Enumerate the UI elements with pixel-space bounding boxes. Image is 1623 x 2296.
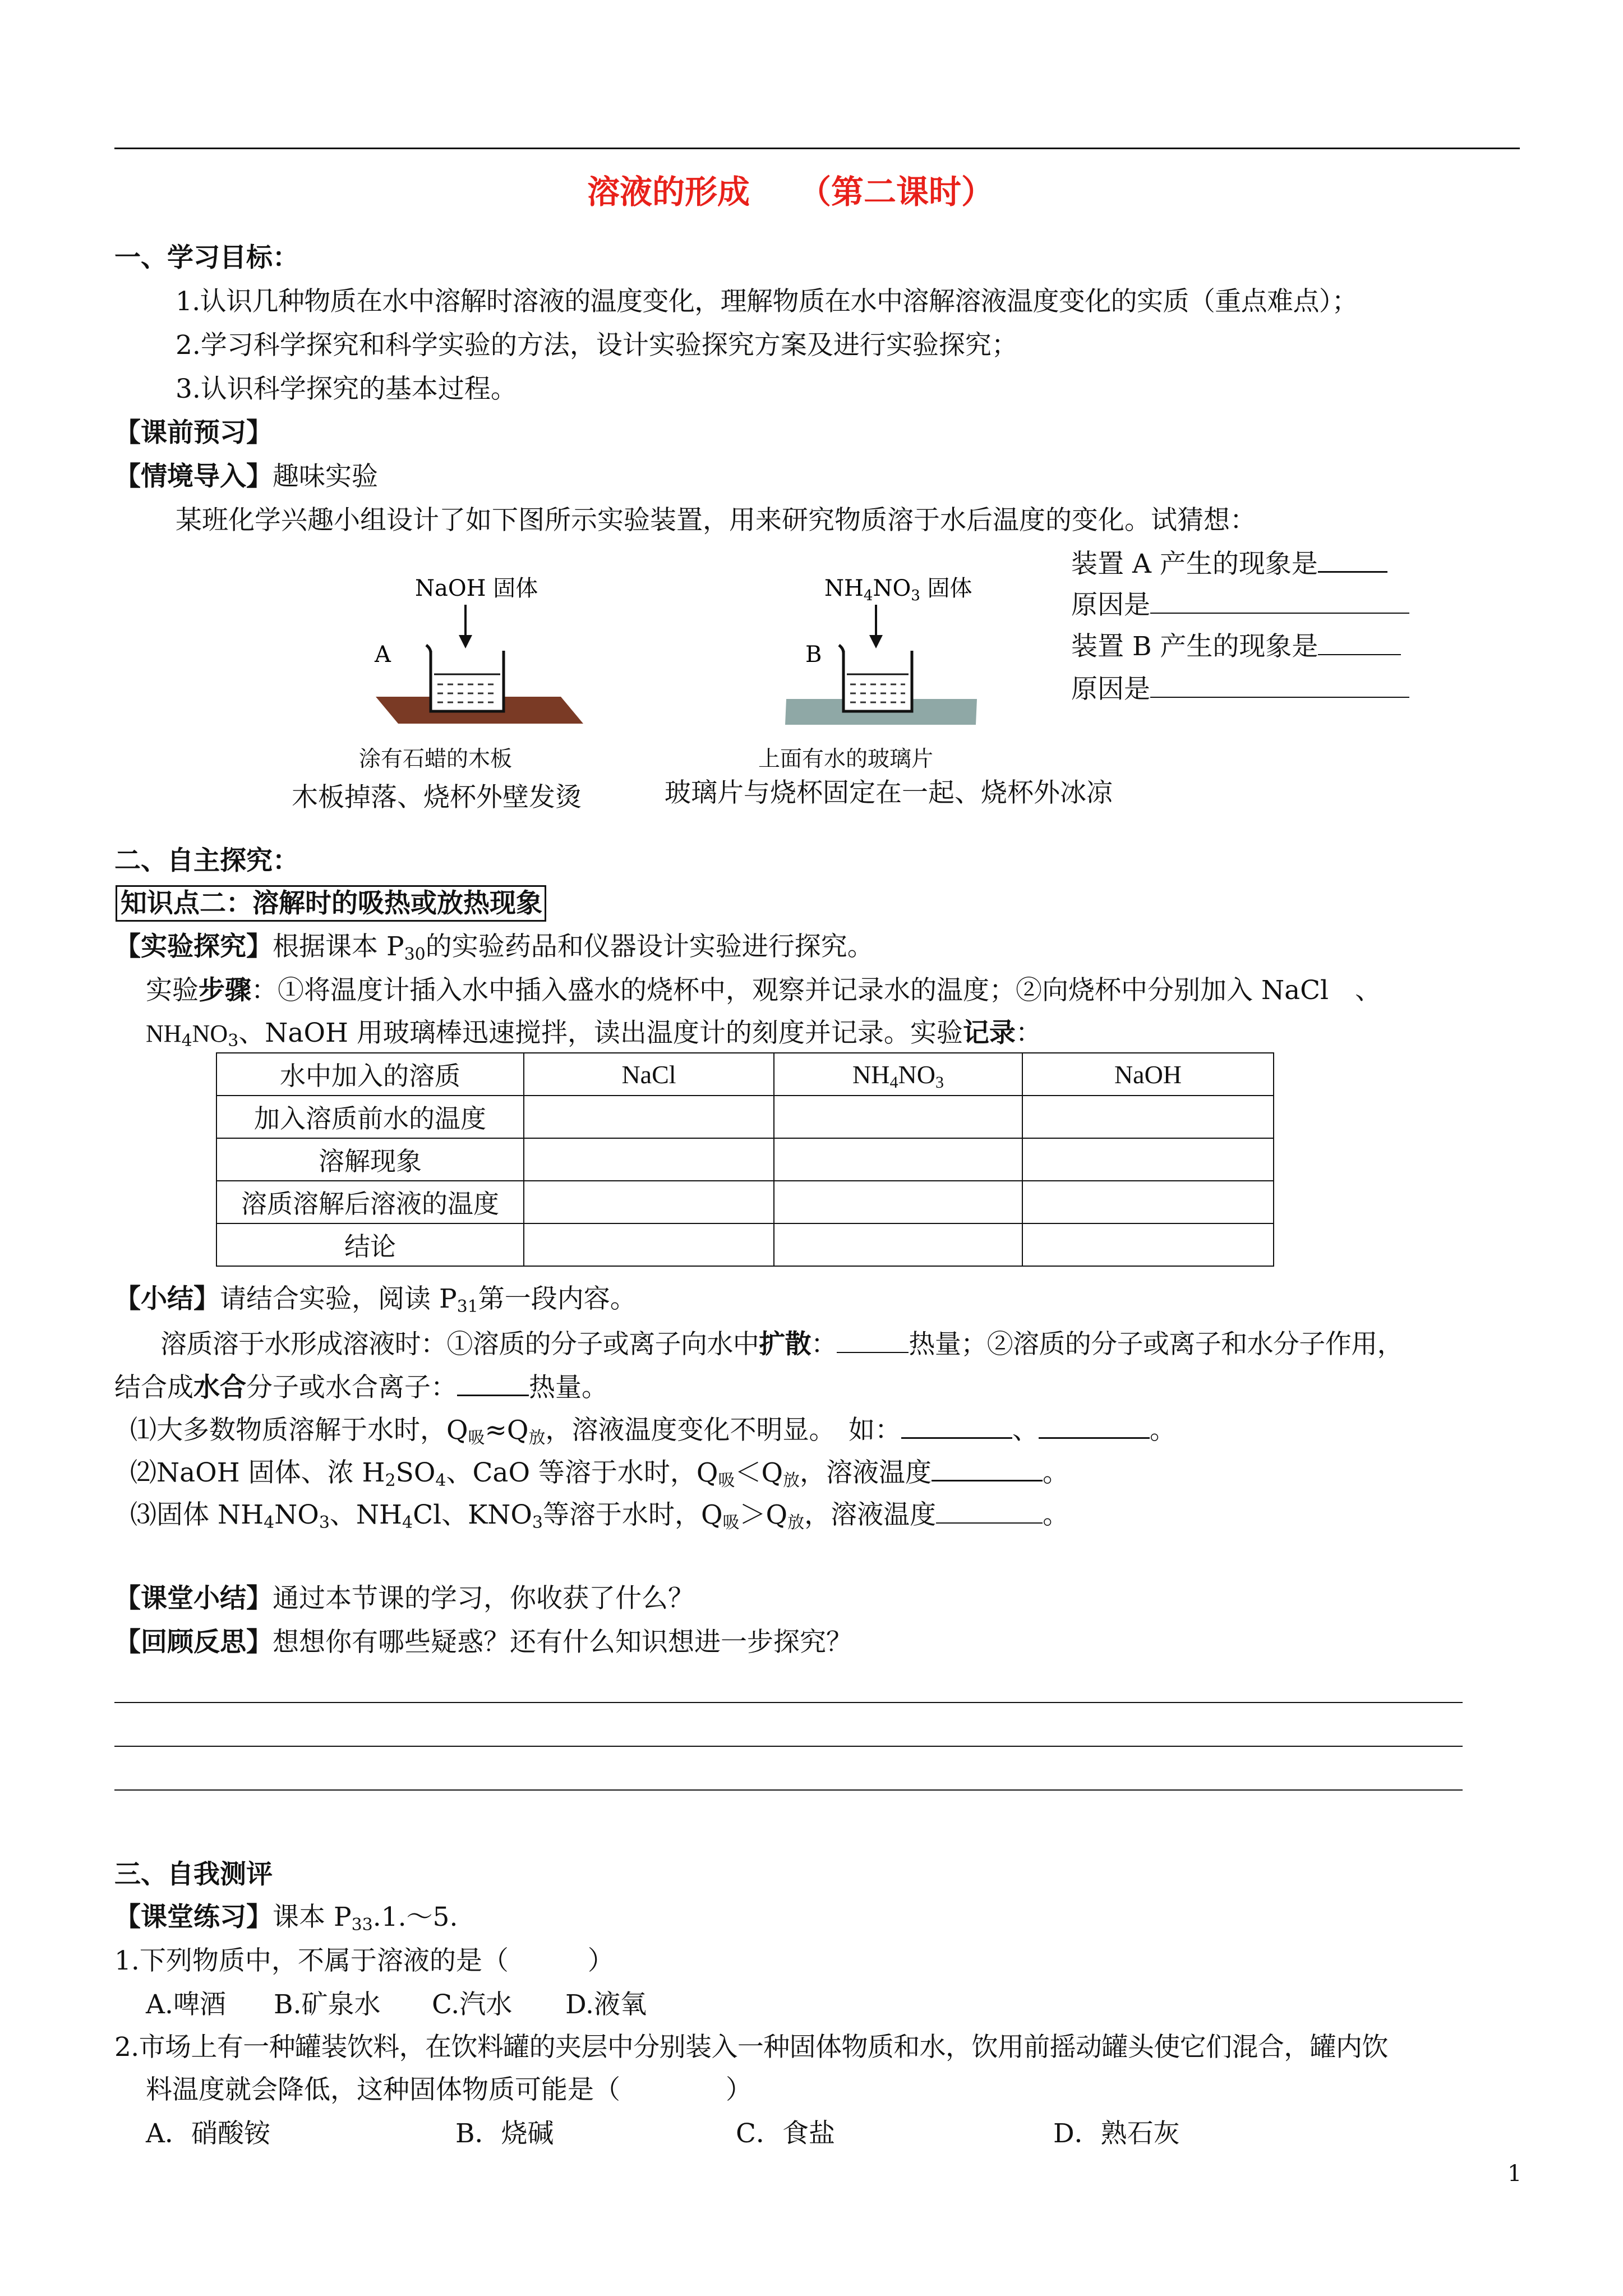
- section-heading-test: 三、自我测评: [114, 1859, 273, 1890]
- table-cell[interactable]: [1022, 1181, 1274, 1223]
- table-row-label: 结论: [216, 1223, 524, 1266]
- page-title: 溶液的形成 （第二课时）: [587, 173, 994, 211]
- nh4no3-label: $NH_4NO_3$ 固体: [824, 576, 972, 604]
- writing-line[interactable]: [114, 1789, 1463, 1791]
- table-cell[interactable]: [1022, 1096, 1274, 1138]
- table-cell[interactable]: [524, 1223, 774, 1266]
- answer-blank[interactable]: [457, 1372, 529, 1396]
- q1-option[interactable]: C.汽水: [432, 1989, 513, 2020]
- header-rule: [114, 148, 1520, 149]
- guess-a-phenomenon: 装置 A 产生的现象是: [1071, 549, 1387, 577]
- question-2-line-1: 2.市场上有一种罐装饮料，在饮料罐的夹层中分别装入一种固体物质和水，饮用前摇动罐头使它们混合，罐内饮: [114, 2032, 1388, 2063]
- table-header-cell: NaOH: [1022, 1053, 1274, 1096]
- experiment-line: 【实验探究】根据课本 $P_{30}$的实验药品和仪器设计实验进行探究。: [114, 931, 874, 964]
- summary-line: 【小结】请结合实验，阅读 $P_{31}$第一段内容。: [114, 1283, 637, 1317]
- answer-blank[interactable]: [1039, 1415, 1150, 1439]
- practice-line: 【课堂练习】课本 $P_{33}.1.\sim 5$.: [114, 1902, 458, 1935]
- answer-blank[interactable]: [1318, 632, 1401, 655]
- scene-label: 【情境导入】: [114, 461, 273, 492]
- answer-blank[interactable]: [1318, 549, 1387, 573]
- table-header-cell: 水中加入的溶质: [216, 1053, 524, 1096]
- table-header-cell: $NH_4NO_3$: [774, 1053, 1022, 1096]
- answer-b: 玻璃片与烧杯固定在一起、烧杯外冰凉: [665, 777, 1113, 808]
- answer-blank[interactable]: [901, 1415, 1012, 1439]
- table-cell[interactable]: [1022, 1138, 1274, 1181]
- table-row: [216, 1181, 1274, 1223]
- question-1: 1.下列物质中，不属于溶液的是（ ）: [114, 1945, 614, 1976]
- reflection: 【回顾反思】想想你有哪些疑惑？还有什么知识想进一步探究？: [114, 1627, 852, 1658]
- guess-b-reason: 原因是: [1071, 674, 1409, 702]
- writing-line[interactable]: [114, 1702, 1463, 1703]
- question-2-line-2: 料温度就会降低，这种固体物质可能是（ ）: [146, 2074, 752, 2105]
- apparatus-b-figure: [751, 572, 987, 740]
- apparatus-a-letter: A: [375, 642, 391, 668]
- goal-item: 3.认识科学探究的基本过程。: [176, 374, 517, 404]
- table-cell[interactable]: [774, 1138, 1022, 1181]
- preview-heading: 【课前预习】: [114, 417, 273, 448]
- record-table: [216, 1052, 1274, 1267]
- table-cell[interactable]: [1022, 1223, 1274, 1266]
- table-cell[interactable]: [524, 1138, 774, 1181]
- table-row: [216, 1053, 1274, 1096]
- q1-option[interactable]: D.液氧: [565, 1989, 647, 2020]
- table-row-label: 加入溶质前水的温度: [216, 1096, 524, 1138]
- scene-text: 趣味实验: [273, 461, 378, 492]
- goal-item: 1.认识几种物质在水中溶解时溶液的温度变化，理解物质在水中溶解溶液温度变化的实质（重点难点）；: [176, 286, 1358, 317]
- naoh-label: NaOH 固体: [415, 576, 538, 601]
- scene-line: [114, 463, 378, 490]
- q1-option[interactable]: B.矿泉水: [274, 1989, 381, 2020]
- knowledge-point-box: 知识点二：溶解时的吸热或放热现象: [116, 885, 546, 922]
- table-row-label: 溶质溶解后溶液的温度: [216, 1181, 524, 1223]
- answer-blank[interactable]: [837, 1329, 909, 1353]
- guess-b-phenomenon: 装置 B 产生的现象是: [1071, 632, 1401, 660]
- board-a-caption: 涂有石蜡的木板: [359, 747, 513, 772]
- answer-blank[interactable]: [936, 1500, 1043, 1524]
- table-cell[interactable]: [774, 1181, 1022, 1223]
- steps-line-1: 实验步骤：①将温度计插入水中插入盛水的烧杯中，观察并记录水的温度；②向烧杯中分别加入 NaCl 、: [146, 975, 1382, 1006]
- q2-option[interactable]: B．烧碱: [455, 2118, 554, 2149]
- answer-blank[interactable]: [1150, 590, 1409, 614]
- goal-item: 2.学习科学探究和科学实验的方法，设计实验探究方案及进行实验探究；: [176, 330, 1018, 361]
- table-row-label: 溶解现象: [216, 1138, 524, 1181]
- table-cell[interactable]: [524, 1181, 774, 1223]
- apparatus-b-letter: B: [805, 642, 822, 668]
- summary-paragraph-2: 结合成水合分子或水合离子： 热量。: [114, 1372, 608, 1403]
- class-summary: 【课堂小结】通过本节课的学习，你收获了什么？: [114, 1583, 694, 1614]
- table-row: [216, 1138, 1274, 1181]
- table-row: [216, 1223, 1274, 1266]
- page-number: 1: [1507, 2161, 1522, 2187]
- table-cell[interactable]: [774, 1223, 1022, 1266]
- section-heading-explore: 二、自主探究：: [114, 845, 299, 876]
- board-b-caption: 上面有水的玻璃片: [758, 747, 934, 772]
- answer-a: 木板掉落、烧杯外壁发烫: [292, 782, 582, 813]
- q2-option[interactable]: A．硝酸铵: [146, 2118, 270, 2149]
- answer-blank[interactable]: [932, 1457, 1043, 1481]
- summary-paragraph-1: 溶质溶于水形成溶液时：①溶质的分子或离子向水中扩散： 热量；②溶质的分子或离子和水分子作用，: [160, 1329, 1404, 1360]
- summary-item-2: ⑵NaOH 固体、浓 $H_2SO_4$、CaO 等溶于水时，$Q_吸<Q_放$，溶液温度 。: [130, 1457, 1069, 1490]
- table-row: [216, 1096, 1274, 1138]
- section-heading-goals: 一、学习目标：: [114, 242, 299, 273]
- q2-option[interactable]: D．熟石灰: [1053, 2118, 1180, 2149]
- q1-option[interactable]: A.啤酒: [146, 1989, 226, 2020]
- table-header-cell: NaCl: [524, 1053, 774, 1096]
- steps-line-2: $NH_4NO_3$、NaOH 用玻璃棒迅速搅拌，读出温度计的刻度并记录。实验记录：: [146, 1018, 1042, 1051]
- summary-item-3: ⑶固体 $NH_4NO_3$、$NH_4Cl$、$KNO_3$等溶于水时，$Q_吸>Q_放$，溶液温度 。: [130, 1499, 1069, 1533]
- intro-paragraph: 某班化学兴趣小组设计了如下图所示实验装置，用来研究物质溶于水后温度的变化。试猜想：: [176, 505, 1256, 536]
- guess-a-reason: 原因是: [1071, 590, 1409, 618]
- table-cell[interactable]: [774, 1096, 1022, 1138]
- writing-line[interactable]: [114, 1746, 1463, 1747]
- q2-option[interactable]: C．食盐: [736, 2118, 835, 2149]
- table-cell[interactable]: [524, 1096, 774, 1138]
- answer-blank[interactable]: [1150, 674, 1409, 698]
- apparatus-a-figure: [359, 572, 594, 740]
- summary-item-1: ⑴大多数物质溶解于水时，$Q_吸\approx Q_放$，溶液温度变化不明显。 如： 、 。: [130, 1415, 1176, 1448]
